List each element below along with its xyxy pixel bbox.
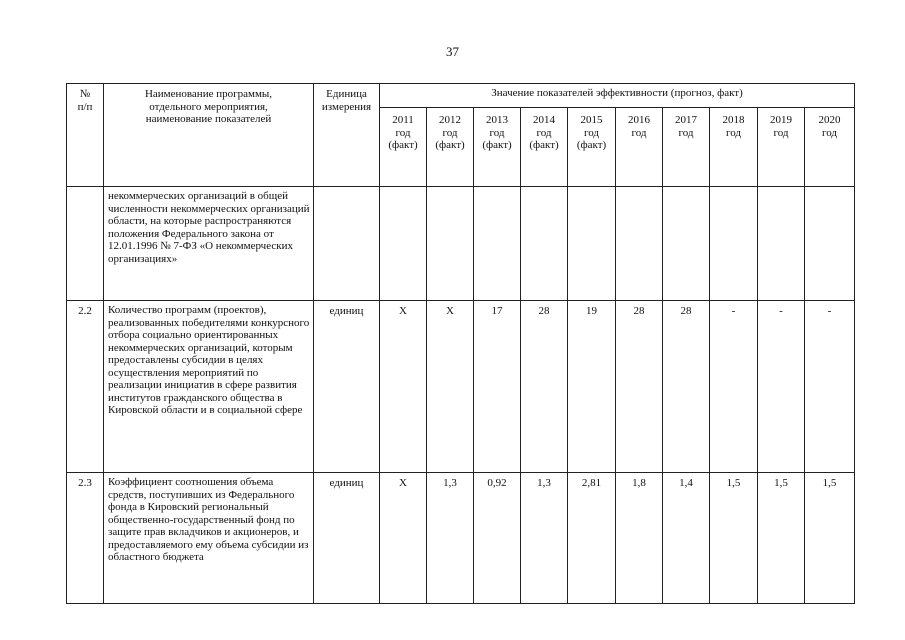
- value-cell: [616, 187, 663, 301]
- row-number: 2.3: [67, 473, 104, 604]
- value-cell: Х: [380, 473, 427, 604]
- unit-cell: [314, 187, 380, 301]
- value-cell: [380, 187, 427, 301]
- value-cell: 1,3: [427, 473, 474, 604]
- header-unit: Единица измерения: [314, 84, 380, 187]
- value-cell: -: [805, 301, 855, 473]
- value-cell: 19: [568, 301, 616, 473]
- value-cell: 1,5: [758, 473, 805, 604]
- value-cell: Х: [380, 301, 427, 473]
- value-cell: [805, 187, 855, 301]
- value-cell: [710, 187, 758, 301]
- value-cell: 28: [663, 301, 710, 473]
- value-cell: 1,4: [663, 473, 710, 604]
- value-cell: 1,5: [805, 473, 855, 604]
- header-row-top: [67, 84, 855, 108]
- value-cell: [474, 187, 521, 301]
- indicator-name: Количество программ (проектов), реализованных победителями конкурсного отбора социально ориентированных некоммерческих организаций, которым предоставлены субсидии в целях осуществления мероприятий по реализации инициатив в сфере развития институтов гражданского общества в Кировской области и в социальной сфере: [104, 301, 314, 473]
- header-year: 2013 год (факт): [474, 108, 521, 187]
- value-cell: 1,5: [710, 473, 758, 604]
- header-year: 2012 год (факт): [427, 108, 474, 187]
- header-year: 2015 год (факт): [568, 108, 616, 187]
- row-number: [67, 187, 104, 301]
- indicator-name: некоммерческих организаций в общей численности некоммерческих организаций области, на которые распространяются положения Федерального закона от 12.01.1996 № 7-ФЗ «О некоммерческих организациях»: [104, 187, 314, 301]
- row-number: 2.2: [67, 301, 104, 473]
- table-row: [67, 187, 855, 301]
- value-cell: Х: [427, 301, 474, 473]
- header-year: 2014 год (факт): [521, 108, 568, 187]
- value-cell: 2,81: [568, 473, 616, 604]
- value-cell: 1,3: [521, 473, 568, 604]
- value-cell: [521, 187, 568, 301]
- header-num: № п/п: [67, 84, 104, 187]
- header-year: 2019 год: [758, 108, 805, 187]
- performance-indicators-table: [66, 83, 855, 604]
- header-year: 2018 год: [710, 108, 758, 187]
- value-cell: [568, 187, 616, 301]
- header-name: Наименование программы, отдельного мероприятия, наименование показателей: [104, 84, 314, 187]
- header-year: 2017 год: [663, 108, 710, 187]
- value-cell: -: [710, 301, 758, 473]
- value-cell: 1,8: [616, 473, 663, 604]
- unit-cell: единиц: [314, 301, 380, 473]
- value-cell: 17: [474, 301, 521, 473]
- value-cell: [427, 187, 474, 301]
- header-values-group: Значение показателей эффективности (прогноз, факт): [380, 84, 855, 108]
- value-cell: [758, 187, 805, 301]
- value-cell: 28: [616, 301, 663, 473]
- header-year: 2020 год: [805, 108, 855, 187]
- header-year: 2011 год (факт): [380, 108, 427, 187]
- value-cell: 28: [521, 301, 568, 473]
- table-row: [67, 473, 855, 604]
- value-cell: -: [758, 301, 805, 473]
- value-cell: 0,92: [474, 473, 521, 604]
- value-cell: [663, 187, 710, 301]
- indicator-name: Коэффициент соотношения объема средств, поступивших из Федерального фонда в Кировский региональный общественно-государственный фонд по защите прав вкладчиков и акционеров, и предоставляемого ему объема субсидии из областного бюджета: [104, 473, 314, 604]
- header-year: 2016 год: [616, 108, 663, 187]
- unit-cell: единиц: [314, 473, 380, 604]
- page-number: 37: [446, 44, 459, 59]
- table-row: [67, 301, 855, 473]
